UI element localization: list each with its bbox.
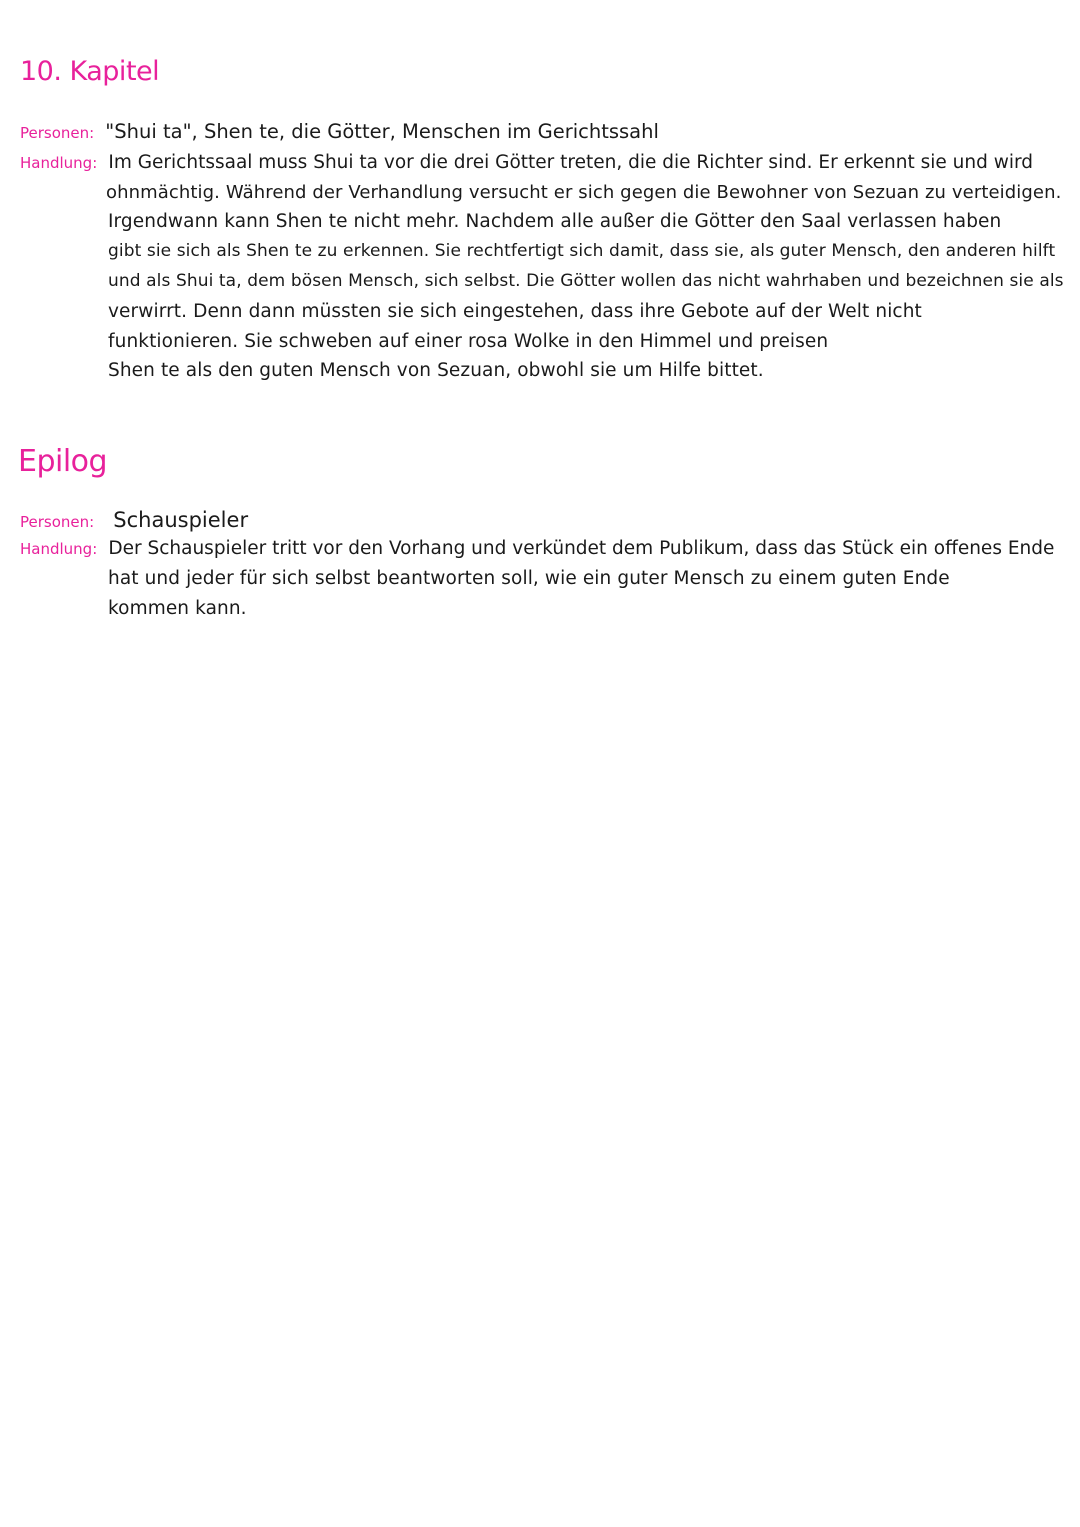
- handlung-line: Shen te als den guten Mensch von Sezuan, obwohl sie um Hilfe bittet.: [108, 360, 764, 381]
- chapter-title: 10. Kapitel: [20, 56, 160, 87]
- personen-value: Schauspieler: [113, 508, 249, 532]
- epilog-title: Epilog: [18, 444, 108, 479]
- handlung-line: Der Schauspieler tritt vor den Vorhang und verkündet dem Publikum, dass das Stück ein offenes Ende: [108, 538, 1055, 559]
- handlung-line: funktionieren. Sie schweben auf einer rosa Wolke in den Himmel und preisen: [108, 331, 829, 352]
- personen-value: "Shui ta", Shen te, die Götter, Menschen im Gerichtssahl: [105, 120, 659, 143]
- handlung-label: Handlung:: [20, 154, 98, 172]
- handlung-label: Handlung:: [20, 540, 98, 558]
- chapter-handlung-row: [20, 152, 1033, 173]
- handlung-line: kommen kann.: [108, 598, 247, 619]
- epilog-handlung-row: [20, 538, 1054, 559]
- handlung-line: Irgendwann kann Shen te nicht mehr. Nachdem alle außer die Götter den Saal verlassen haben: [108, 211, 1002, 232]
- handlung-line: gibt sie sich als Shen te zu erkennen. Sie rechtfertigt sich damit, dass sie, als guter Mensch, den anderen hilft: [108, 241, 1056, 261]
- handlung-line: und als Shui ta, dem bösen Mensch, sich selbst. Die Götter wollen das nicht wahrhaben und bezeichnen sie als: [108, 271, 1064, 291]
- handlung-line: hat und jeder für sich selbst beantworten soll, wie ein guter Mensch zu einem guten Ende: [108, 568, 950, 589]
- personen-label: Personen:: [20, 513, 95, 531]
- handlung-line: ohnmächtig. Während der Verhandlung versucht er sich gegen die Bewohner von Sezuan zu verteidigen.: [106, 182, 1062, 203]
- handlung-line: verwirrt. Denn dann müssten sie sich eingestehen, dass ihre Gebote auf der Welt nicht: [108, 301, 922, 322]
- handlung-line: Im Gerichtssaal muss Shui ta vor die drei Götter treten, die die Richter sind. Er erkennt sie und wird: [108, 152, 1034, 173]
- epilog-personen-row: [20, 508, 248, 532]
- chapter-personen-row: [20, 120, 659, 143]
- personen-label: Personen:: [20, 124, 95, 142]
